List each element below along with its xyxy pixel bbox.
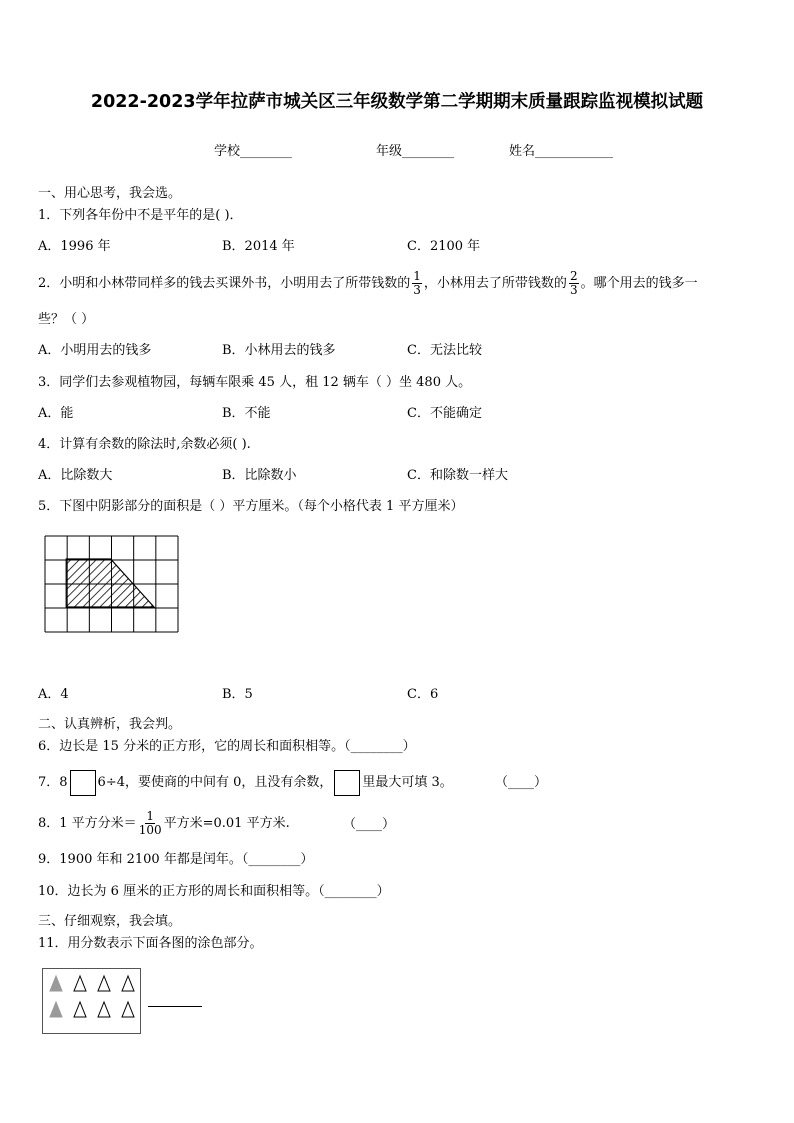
section-1-heading: 一、用心思考，我会选。 [38, 186, 182, 201]
q2-option-c[interactable]: C．无法比较 [407, 343, 482, 358]
school-field[interactable]: 学校________ [214, 144, 293, 159]
q2-option-b[interactable]: B．小林用去的钱多 [222, 343, 336, 358]
q5-grid-figure [44, 535, 180, 635]
q8-stem [38, 806, 290, 842]
q2-stem [38, 268, 698, 300]
q5-shaded-trapezoid [66, 559, 154, 607]
q2-fraction-2: $\frac{2}{3}$ [569, 269, 578, 297]
q10-stem: 10．边长为 6 厘米的正方形的周长和面积相等。（________） [38, 884, 390, 899]
q1-stem: 1．下列各年份中不是平年的是( )． [38, 208, 243, 223]
q11-triangle-figure [42, 968, 142, 1034]
q4-option-b[interactable]: B．比除数小 [222, 468, 297, 483]
q2-text-1: 2．小明和小林带同样多的钱去买课外书，小明用去了所带钱数的 [38, 276, 411, 291]
q11-answer-blank[interactable] [148, 1006, 202, 1007]
triangle-icon [98, 976, 110, 991]
q11-triangles [50, 976, 134, 1017]
triangle-icon [74, 976, 86, 991]
q5-option-b[interactable]: B．5 [222, 687, 253, 702]
q2-option-a[interactable]: A．小明用去的钱多 [38, 343, 152, 358]
triangle-icon [98, 1002, 110, 1017]
q1-option-a[interactable]: A．1996 年 [38, 239, 111, 254]
q8-text-2: 平方米=0.01 平方米. [163, 816, 290, 831]
q3-option-a[interactable]: A．能 [38, 406, 74, 421]
q2-fraction-1: $\frac{1}{3}$ [413, 269, 421, 297]
q4-option-c[interactable]: C．和除数一样大 [407, 468, 508, 483]
shaded-triangle-icon [50, 1002, 62, 1017]
q7-text-2: 6÷4，要使商的中间有 0，且没有余数， [97, 775, 333, 790]
q4-stem: 4．计算有余数的除法时,余数必须( ). [38, 437, 251, 452]
q6-stem: 6．边长是 15 分米的正方形，它的周长和面积相等。（________） [38, 739, 416, 754]
q7-text-1: 7．8 [38, 775, 68, 790]
q1-option-b[interactable]: B．2014 年 [222, 239, 295, 254]
shaded-triangle-icon [50, 976, 62, 991]
q5-option-c[interactable]: C．6 [407, 687, 439, 702]
q3-option-c[interactable]: C．不能确定 [407, 406, 482, 421]
section-3-heading: 三、仔细观察，我会填。 [38, 914, 182, 929]
q3-stem: 3．同学们去参观植物园，每辆车限乘 45 人，租 12 辆车（ ）坐 480 人。 [38, 375, 472, 390]
q2-stem-line2: 些？（ ） [38, 312, 95, 327]
name-field[interactable]: 姓名____________ [509, 144, 614, 159]
q5-gridlines [45, 536, 178, 632]
q7-answer-box[interactable] [334, 770, 360, 796]
triangle-icon [122, 976, 134, 991]
q7-stem [38, 769, 453, 797]
section-2-heading: 二、认真辨析，我会判。 [38, 717, 182, 732]
grade-field[interactable]: 年级________ [376, 144, 455, 159]
q8-judge-blank[interactable]: （____） [343, 817, 396, 832]
q7-text-3: 里最大可填 3。 [362, 775, 453, 790]
q11-stem: 11．用分数表示下面各图的涂色部分。 [38, 936, 263, 951]
q7-digit-box[interactable] [70, 770, 96, 796]
triangle-icon [122, 1002, 134, 1017]
q3-option-b[interactable]: B．不能 [222, 406, 271, 421]
q5-stem: 5．下图中阴影部分的面积是（ ）平方厘米。（每个小格代表 1 平方厘米） [38, 499, 464, 514]
q1-option-c[interactable]: C．2100 年 [407, 239, 481, 254]
q9-stem: 9．1900 年和 2100 年都是闰年。（________） [38, 852, 314, 867]
q4-option-a[interactable]: A．比除数大 [38, 468, 113, 483]
q5-option-a[interactable]: A．4 [38, 687, 69, 702]
triangle-icon [74, 1002, 86, 1017]
q2-text-2: ，小林用去了所带钱数的 [423, 276, 567, 291]
q8-fraction: $\frac{1}{100}$ [138, 809, 162, 837]
q8-text-1: 8．1 平方分米＝ [38, 816, 137, 831]
page-title: 2022-2023学年拉萨市城关区三年级数学第二学期期末质量跟踪监视模拟试题 [90, 92, 704, 112]
q7-judge-blank[interactable]: （____） [495, 775, 548, 790]
q2-text-3: 。哪个用去的钱多一 [580, 276, 698, 291]
